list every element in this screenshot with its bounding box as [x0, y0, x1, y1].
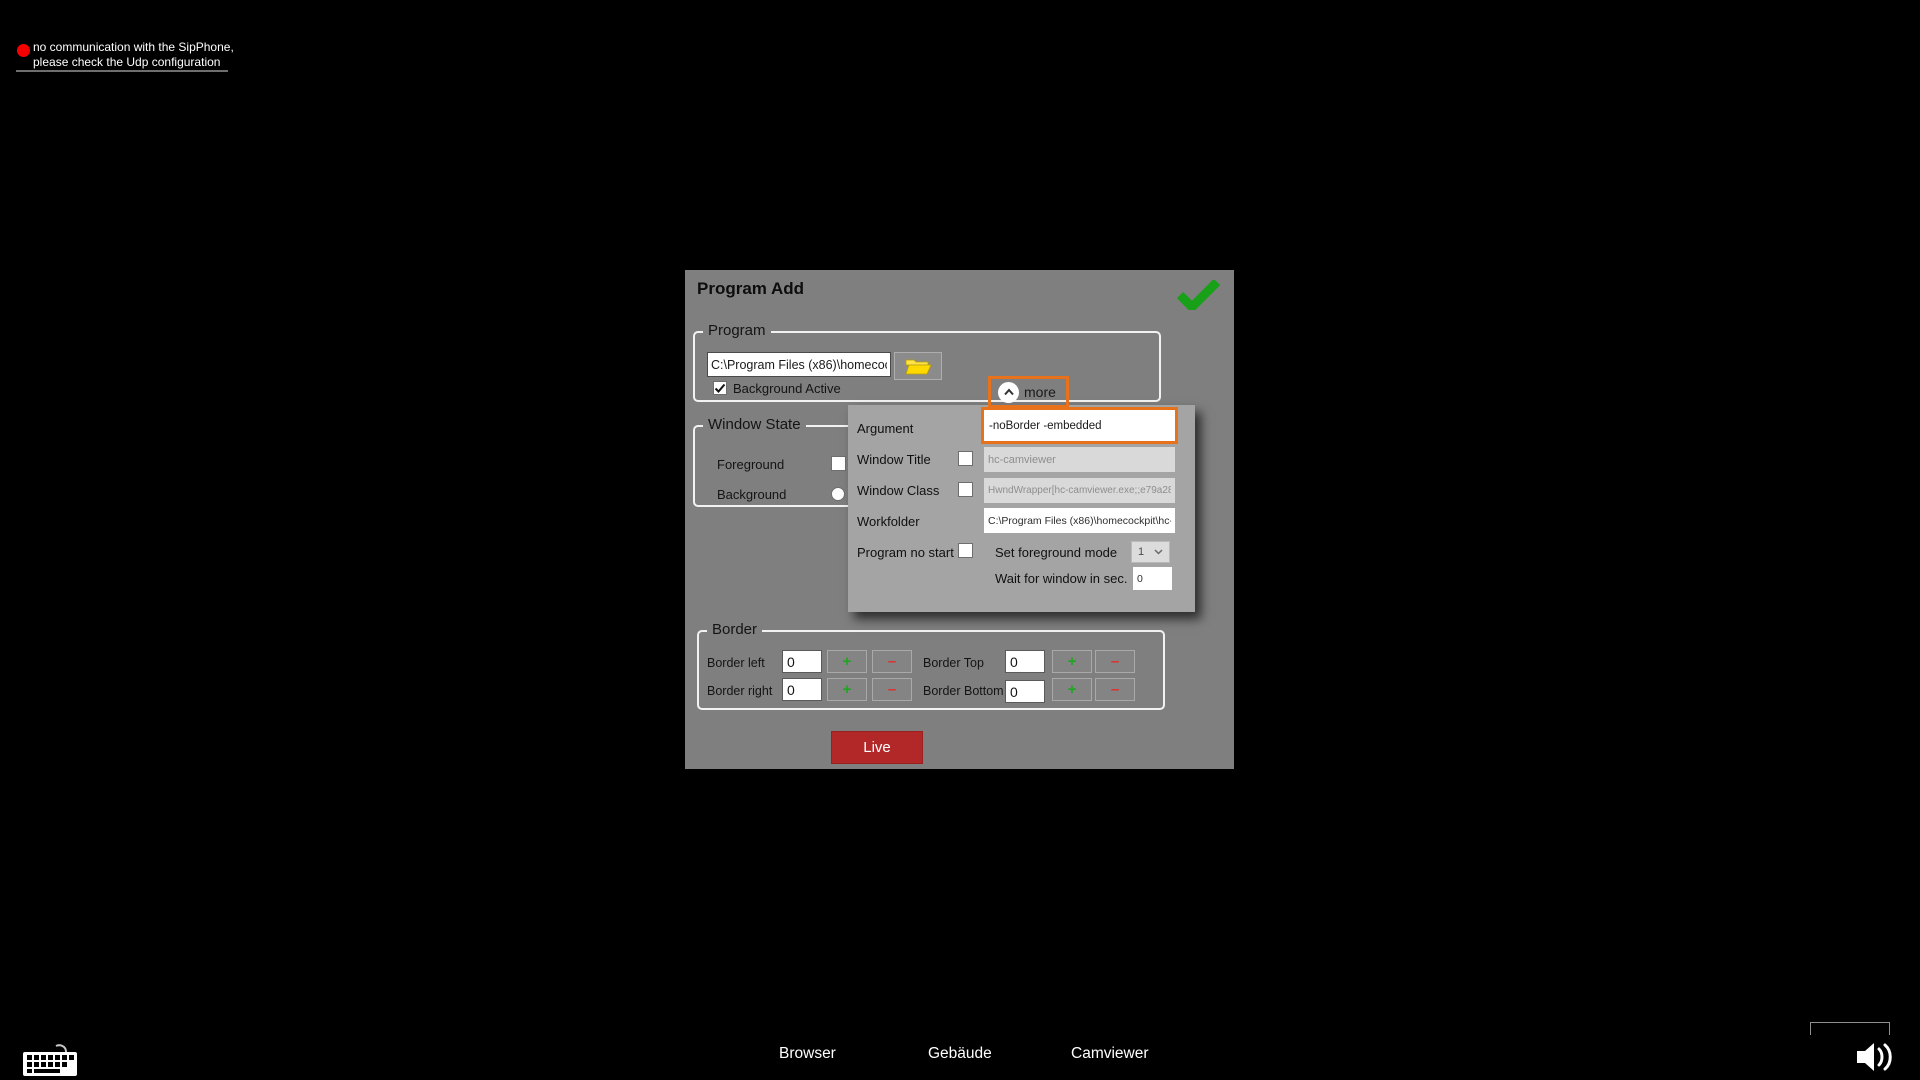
- foreground-checkbox[interactable]: [831, 456, 846, 471]
- more-button[interactable]: [988, 376, 1069, 408]
- border-top-plus-button[interactable]: +: [1052, 650, 1092, 673]
- border-bottom-plus-button[interactable]: +: [1052, 678, 1092, 701]
- more-button-label: more: [1024, 384, 1056, 400]
- argument-label: Argument: [857, 421, 914, 436]
- border-left-plus-button[interactable]: +: [827, 650, 867, 673]
- notification-divider: [16, 70, 228, 72]
- more-options-panel: [848, 405, 1195, 612]
- taskbar-item-browser[interactable]: Browser: [779, 1045, 836, 1062]
- window-title-label: Window Title: [857, 452, 931, 467]
- background-active-checkbox[interactable]: [713, 381, 727, 395]
- window-state-group-label: Window State: [703, 416, 806, 433]
- program-no-start-label: Program no start: [857, 545, 954, 560]
- background-radio[interactable]: [831, 487, 845, 501]
- folder-open-icon: [904, 356, 932, 376]
- live-button[interactable]: Live: [831, 731, 923, 764]
- border-right-input[interactable]: [782, 678, 822, 701]
- taskbar-item-camviewer[interactable]: Camviewer: [1071, 1045, 1149, 1062]
- border-bottom-input[interactable]: [1005, 680, 1045, 703]
- background-active-label: Background Active: [733, 381, 841, 396]
- program-no-start-checkbox[interactable]: [958, 543, 973, 558]
- notification-line2: please check the Udp configuration: [33, 55, 221, 69]
- window-title-input[interactable]: [984, 447, 1175, 472]
- border-top-label: Border Top: [923, 656, 984, 670]
- notification-text: [33, 40, 234, 70]
- program-group-label: Program: [703, 322, 771, 339]
- confirm-checkmark-icon[interactable]: [1175, 280, 1221, 310]
- border-right-plus-button[interactable]: +: [827, 678, 867, 701]
- foreground-label: Foreground: [717, 457, 785, 472]
- wait-for-window-input[interactable]: [1133, 567, 1172, 590]
- program-path-input[interactable]: [707, 352, 891, 377]
- border-group-label: Border: [707, 621, 762, 638]
- border-top-input[interactable]: [1005, 650, 1045, 673]
- window-class-checkbox[interactable]: [958, 482, 973, 497]
- border-right-label: Border right: [707, 684, 773, 698]
- focus-outline-rect: [1810, 1022, 1890, 1035]
- taskbar-item-gebaeude[interactable]: Gebäude: [928, 1045, 992, 1062]
- border-left-minus-button[interactable]: –: [872, 650, 912, 673]
- border-bottom-label: Border Bottom: [923, 684, 1004, 698]
- status-dot-icon: [17, 44, 30, 57]
- border-right-minus-button[interactable]: –: [872, 678, 912, 701]
- window-class-input[interactable]: [984, 478, 1175, 503]
- foreground-mode-select[interactable]: [1131, 541, 1170, 563]
- background-label: Background: [717, 487, 787, 502]
- border-top-minus-button[interactable]: –: [1095, 650, 1135, 673]
- foreground-mode-value: 1: [1138, 546, 1145, 558]
- workfolder-label: Workfolder: [857, 514, 920, 529]
- border-left-label: Border left: [707, 656, 765, 670]
- argument-input-highlight: [981, 407, 1178, 444]
- keyboard-icon[interactable]: [20, 1040, 80, 1078]
- chevron-down-icon: [1154, 549, 1163, 555]
- browse-folder-button[interactable]: [894, 352, 942, 380]
- argument-input[interactable]: [984, 410, 1175, 441]
- wait-for-window-label: Wait for window in sec.: [995, 571, 1128, 586]
- border-left-input[interactable]: [782, 650, 822, 673]
- program-add-dialog: [685, 270, 1234, 769]
- border-bottom-minus-button[interactable]: –: [1095, 678, 1135, 701]
- speaker-icon[interactable]: [1855, 1040, 1901, 1074]
- check-icon: [714, 383, 726, 394]
- notification-line1: no communication with the SipPhone,: [33, 40, 234, 54]
- set-foreground-mode-label: Set foreground mode: [995, 545, 1118, 560]
- window-title-checkbox[interactable]: [958, 451, 973, 466]
- workfolder-input[interactable]: [984, 508, 1175, 533]
- window-class-label: Window Class: [857, 483, 940, 498]
- dialog-title: Program Add: [697, 279, 805, 298]
- chevron-up-circle-icon: [998, 382, 1019, 403]
